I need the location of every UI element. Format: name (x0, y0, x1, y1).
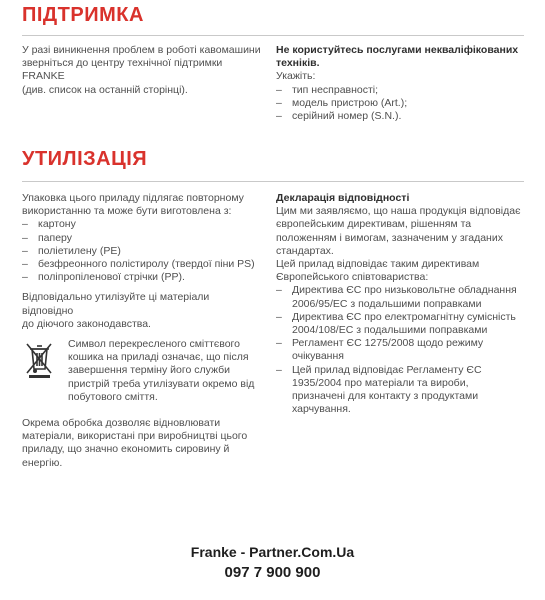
list-item: – Цей прилад відповідає Регламенту ЄС 1935/2004 про матеріали та вироби, призначені для контакту з продуктами харчування. (276, 364, 526, 417)
packaging-intro-line: використанню та може бути виготовлена з: (22, 205, 232, 218)
list-item: – паперу (22, 232, 262, 245)
support-left-column (22, 44, 262, 97)
list-item: – поліетилену (PE) (22, 245, 262, 258)
law-notice-line: Відповідально утилізуйте ці матеріали відповідно (22, 291, 210, 317)
support-warning-heading: техніків. (276, 57, 320, 70)
symbol-explanation-line: кошика на приладі означає, що після (68, 351, 249, 364)
support-specify-label: Укажіть: (276, 70, 316, 83)
separate-treatment-line: енергію. (22, 456, 63, 469)
footer-phone: 097 7 900 900 (224, 564, 321, 581)
list-item: – Директива ЄС про електромагнітну сумісність 2004/108/ЕС з подальшими поправками (276, 311, 526, 337)
declaration-intro-line: європейським директивам, рішенням та (276, 218, 472, 231)
support-right-column (276, 44, 526, 123)
packaging-intro-line: Упаковка цього приладу підлягає повторному (22, 192, 244, 204)
directives-list (276, 284, 526, 416)
support-text-line: зверніться до центру технічної підтримки FRANKE (22, 57, 223, 83)
support-title: ПІДТРИМКА (22, 4, 144, 26)
support-specify-list (276, 84, 526, 124)
disposal-divider (22, 181, 524, 182)
support-text-line: У разі виникнення проблем в роботі кавомашини (22, 44, 261, 56)
list-item: – безфреонного полістиролу (твердої піни PS) (22, 258, 262, 271)
separate-treatment-line: матеріали, використані при виробництві цього (22, 430, 248, 443)
declaration-intro-line: положенням і вимогам, зазначеним у згаданих (276, 231, 503, 244)
symbol-explanation-line: Символ перекресленого сміттєвого (68, 338, 240, 351)
declaration-heading: Декларація відповідності (276, 192, 410, 204)
disposal-title: УТИЛІЗАЦІЯ (22, 148, 148, 170)
packaging-materials-list (22, 218, 262, 284)
disposal-left-column (22, 192, 262, 470)
list-item: – поліпропіленової стрічки (PP). (22, 271, 262, 284)
support-warning-heading: Не користуйтесь послугами некваліфікованих (276, 44, 519, 56)
footer-site-name: Franke - Partner.Com.Ua (190, 544, 355, 560)
symbol-explanation-line: пристрій треба утилізувати окремо від (68, 377, 255, 390)
list-item: – картону (22, 218, 262, 231)
declaration-intro-line: стандартах. (276, 244, 334, 257)
list-item: – модель пристрою (Art.); (276, 97, 526, 110)
disposal-right-column (276, 192, 526, 416)
support-divider (22, 35, 524, 36)
separate-treatment-line: Окрема обробка дозволяє відновлювати (22, 417, 221, 430)
declaration-intro-line: Цим ми заявляємо, що наша продукція відповідає (276, 205, 521, 218)
crossed-out-wheelie-bin-icon (24, 340, 54, 378)
directives-intro-line: Цей прилад відповідає таким директивам (276, 258, 480, 271)
list-item: – тип несправності; (276, 84, 526, 97)
symbol-explanation-line: побутового сміття. (68, 390, 158, 403)
list-item: – Директива ЄС про низьковольтне обладнання 2006/95/ЕС з подальшими поправками (276, 284, 526, 310)
symbol-explanation-line: завершення терміну його служби (68, 364, 230, 377)
support-text-line: (див. список на останній сторінці). (22, 83, 188, 96)
directives-intro-line: Європейського співтовариства: (276, 271, 429, 284)
list-item: – серійний номер (S.N.). (276, 110, 526, 123)
law-notice-line: до діючого законодавства. (22, 317, 151, 330)
disposal-symbol-block (22, 338, 262, 404)
separate-treatment-line: приладу, що значно економить сировину й (22, 443, 230, 456)
list-item: – Регламент ЄС 1275/2008 щодо режиму очікування (276, 337, 526, 363)
